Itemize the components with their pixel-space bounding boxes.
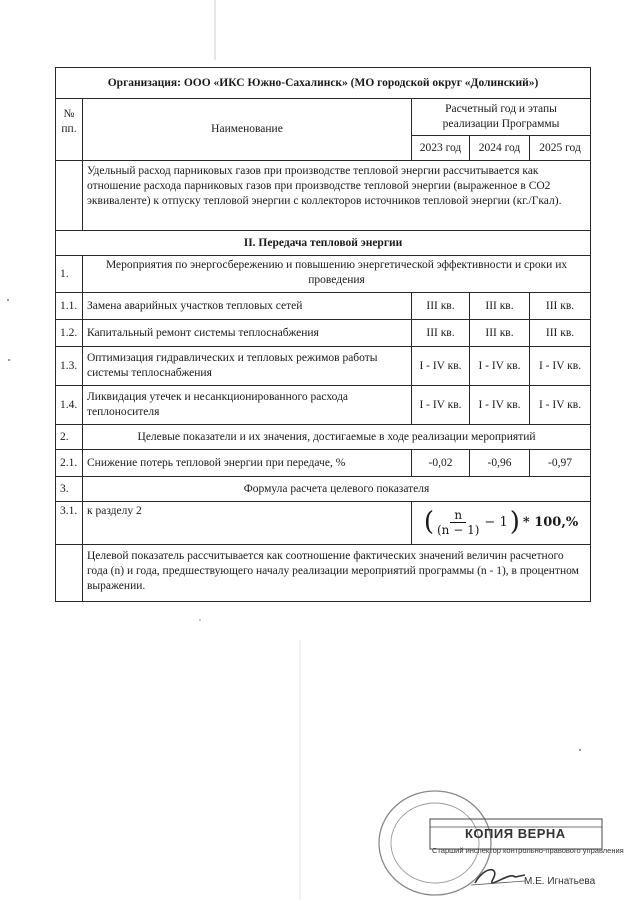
row-value: I - IV кв. [470, 347, 530, 386]
formula-paren-open: ( [423, 507, 434, 537]
row-text: Снижение потерь тепловой энергии при передаче, % [83, 450, 412, 477]
row-text: Капитальный ремонт системы теплоснабжения [83, 320, 412, 347]
table-row [56, 320, 591, 347]
stamp-role: Старший инспектор контрольно-правового управления [432, 846, 624, 855]
intro-text: Удельный расход парниковых газов при производстве тепловой энергии рассчитывается как отношение расхода парниковых газов при производстве тепловой энергии (выраженное в СО2 эквиваленте) к отпуску тепловой энергии с коллекторов источников тепловой энергии (кг./Гкал). [83, 161, 591, 231]
organization-row [56, 68, 591, 99]
row-text: Мероприятия по энергосбережению и повышению энергетической эффективности и сроки их проведения [83, 256, 591, 293]
header-num: № пп. [56, 99, 83, 161]
row-value: I - IV кв. [412, 386, 470, 425]
formula-note-row [56, 545, 591, 602]
formula-minus-one: − 1 [484, 514, 508, 530]
header-row [56, 99, 591, 136]
stamp-copy-label: КОПИЯ ВЕРНА [465, 826, 566, 841]
table-row [56, 347, 591, 386]
year-2024: 2024 год [470, 136, 530, 161]
table-row [56, 425, 591, 450]
formula-fraction [437, 508, 479, 537]
formula-denominator: (n − 1) [437, 522, 480, 537]
row-value: III кв. [412, 320, 470, 347]
row-value: -0,97 [530, 450, 591, 477]
section-row [56, 231, 591, 256]
row-num: 1.3. [56, 347, 83, 386]
row-value: III кв. [412, 293, 470, 320]
row-num: 2. [56, 425, 83, 450]
table-row [56, 477, 591, 502]
header-name: Наименование [83, 99, 412, 161]
stamp-signer-name: М.Е. Игнатьева [524, 876, 596, 887]
formula-note: Целевой показатель рассчитывается как соотношение фактических значений величин расчетного года (n) и года, предшествующего началу реализации мероприятий программы (n - 1), в процентном выражении. [83, 545, 591, 602]
row-value: III кв. [470, 320, 530, 347]
row-num: 3. [56, 477, 83, 502]
row-text: Целевые показатели и их значения, достигаемые в ходе реализации мероприятий [83, 425, 591, 450]
table-row [56, 256, 591, 293]
formula-multiplier: * 100,% [522, 514, 579, 530]
organization-title: Организация: ООО «ИКС Южно-Сахалинск» (МО городской округ «Долинский») [56, 68, 591, 99]
header-years-title: Расчетный год и этапы реализации Программы [412, 99, 591, 136]
row-num: 1.1. [56, 293, 83, 320]
row-text: Ликвидация утечек и несанкционированного расхода теплоносителя [83, 386, 412, 425]
row-num: 1. [56, 256, 83, 293]
table-row [56, 386, 591, 425]
formula-cell [412, 502, 591, 545]
row-value: I - IV кв. [530, 386, 591, 425]
row-num: 3.1. [56, 502, 83, 545]
intro-row [56, 161, 591, 231]
row-value: -0,96 [470, 450, 530, 477]
row-value: I - IV кв. [470, 386, 530, 425]
row-value: -0,02 [412, 450, 470, 477]
row-value: III кв. [530, 320, 591, 347]
year-2023: 2023 год [412, 136, 470, 161]
row-num [56, 545, 83, 602]
row-num: 1.4. [56, 386, 83, 425]
row-value: III кв. [470, 293, 530, 320]
table-row [56, 293, 591, 320]
row-value: I - IV кв. [412, 347, 470, 386]
row-value: I - IV кв. [530, 347, 591, 386]
program-table [55, 67, 591, 602]
row-text: Оптимизация гидравлических и тепловых режимов работы системы теплоснабжения [83, 347, 412, 386]
table-row [56, 450, 591, 477]
year-2025: 2025 год [530, 136, 591, 161]
section-title: II. Передача тепловой энергии [56, 231, 591, 256]
formula [416, 504, 586, 540]
row-value: III кв. [530, 293, 591, 320]
formula-numerator: n [450, 508, 466, 523]
table-row [56, 502, 591, 545]
row-num: 2.1. [56, 450, 83, 477]
intro-num [56, 161, 83, 231]
row-text: Формула расчета целевого показателя [83, 477, 591, 502]
formula-paren-close: ) [509, 507, 520, 537]
row-num: 1.2. [56, 320, 83, 347]
row-text: Замена аварийных участков тепловых сетей [83, 293, 412, 320]
row-text: к разделу 2 [83, 502, 412, 545]
